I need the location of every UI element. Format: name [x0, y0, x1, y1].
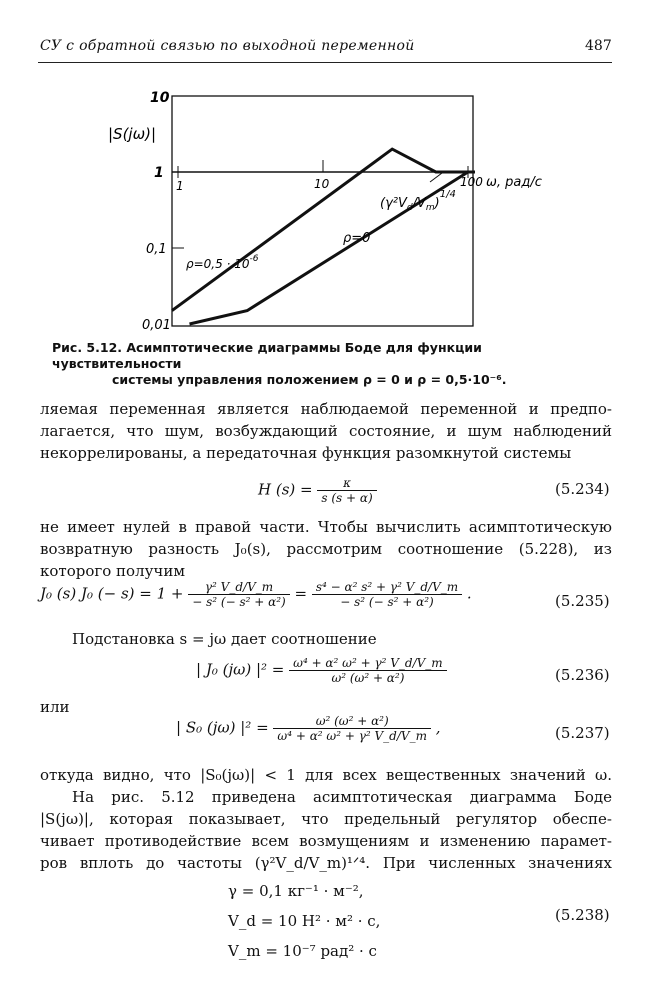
- eq238-line-2: V_d = 10 Н² · м² · с,: [228, 912, 381, 930]
- eq238-line-1: γ = 0,1 кг⁻¹ · м⁻²,: [228, 882, 364, 900]
- series-label-rho-0.5e-6-text: ρ=0,5 · 10: [186, 257, 250, 271]
- bode-diagram: [0, 0, 659, 340]
- page-number: 487: [585, 38, 612, 54]
- or-word: или: [40, 698, 70, 716]
- eq236-den: ω² (ω² + α²): [331, 671, 405, 685]
- equation-5-235: [40, 580, 472, 609]
- y-axis-label: |S(jω)|: [108, 125, 157, 143]
- series-label-rho-0.5e-6: [186, 254, 259, 271]
- equation-number-5-238: (5.238): [555, 906, 610, 924]
- eq235-den1: − s² (− s² + α²): [192, 595, 286, 609]
- caption-line-2: системы управления положением ρ = 0 и ρ = 0,5·10⁻⁶.: [112, 372, 507, 387]
- eq236-fraction: [289, 656, 447, 685]
- eq235-fraction-1: [188, 580, 289, 609]
- x-tick-label-100: 100: [460, 175, 483, 189]
- eq234-num: κ: [317, 476, 376, 491]
- y-tick-label-10: 10: [150, 90, 170, 106]
- paragraph-2-line-2: возвратную разность J₀(s), рассмотрим соотношение (5.228), из: [40, 540, 612, 558]
- series-label-rho-0: ρ=0: [343, 231, 371, 246]
- corner-annotation-leader: [430, 173, 442, 182]
- paragraph-3: Подстановка s = jω дает соотношение: [72, 630, 377, 648]
- x-tick-label-10: 10: [314, 177, 330, 191]
- eq235-num1: γ² V_d/V_m: [188, 580, 289, 595]
- paragraph-2: [40, 516, 612, 582]
- equation-5-236: [196, 656, 447, 685]
- corner-sub: d: [406, 203, 413, 213]
- x-tick-label-1: 1: [176, 179, 184, 193]
- y-tick-label-1: 1: [154, 165, 164, 181]
- paragraph-2-line-3: которого получим: [40, 562, 185, 580]
- x-axis-label: ω, рад/с: [486, 175, 542, 190]
- equation-number-5-236: (5.236): [555, 666, 610, 684]
- equation-5-237: [176, 714, 441, 743]
- running-title: СУ с обратной связью по выходной переменной: [40, 38, 415, 54]
- corner-text: (γ²V: [380, 196, 407, 211]
- corner-frequency-annotation: [380, 189, 456, 213]
- equation-number-5-235: (5.235): [555, 592, 610, 610]
- paragraph-4-line-4: чивает противодействие всем возмущениям и изменению парамет-: [40, 832, 612, 850]
- paragraph-1-line-3: некоррелированы, а передаточная функция разомкнутой системы: [40, 444, 572, 462]
- eq237-den: ω⁴ + α² ω² + γ² V_d/V_m: [277, 729, 427, 743]
- corner-sub2: m: [425, 203, 435, 213]
- series-line-rho-0.5e-6: [172, 149, 475, 311]
- corner-close: ): [434, 196, 440, 211]
- eq235-den2: − s² (− s² + α²): [340, 595, 434, 609]
- eq234-fraction: [317, 476, 376, 505]
- eq237-num: ω² (ω² + α²): [273, 714, 431, 729]
- eq236-lhs: | J₀ (jω) |² =: [196, 660, 285, 679]
- corner-mid: /V: [412, 196, 426, 211]
- equation-number-5-234: (5.234): [555, 480, 610, 498]
- eq234-den: s (s + α): [321, 491, 373, 505]
- equation-number-5-237: (5.237): [555, 724, 610, 742]
- eq234-lhs: H (s) =: [258, 480, 313, 499]
- series-label-rho-0.5e-6-exp: -6: [249, 254, 259, 264]
- eq235-equals: =: [294, 584, 308, 603]
- paragraph-2-line-1: не имеет нулей в правой части. Чтобы вычислить асимптотическую: [40, 518, 612, 536]
- paragraph-1-line-2: лагается, что шум, возбуждающий состояние, и шум наблюдений: [40, 422, 612, 440]
- eq235-lhs: J₀ (s) J₀ (− s) = 1 +: [40, 584, 184, 603]
- eq235-tail: .: [466, 584, 472, 603]
- paragraph-1-line-1: ляемая переменная является наблюдаемой переменной и предпо-: [40, 400, 612, 418]
- equation-5-238: [228, 876, 380, 966]
- y-tick-label-0.1: 0,1: [146, 242, 167, 257]
- paragraph-4-line-3: |S(jω)|, которая показывает, что предельный регулятор обеспе-: [40, 810, 612, 828]
- paragraph-4-line-1: откуда видно, что |S₀(jω)| < 1 для всех вещественных значений ω.: [40, 766, 612, 784]
- paragraph-1: [40, 398, 612, 464]
- eq237-lhs: | S₀ (jω) |² =: [176, 718, 269, 737]
- equation-5-234: [258, 476, 377, 505]
- eq238-line-3: V_m = 10⁻⁷ рад² · с: [228, 942, 377, 960]
- figure-caption: [52, 340, 612, 388]
- corner-exp: 1/4: [439, 189, 456, 200]
- eq235-num2: s⁴ − α² s² + γ² V_d/V_m: [312, 580, 462, 595]
- eq236-num: ω⁴ + α² ω² + γ² V_d/V_m: [289, 656, 447, 671]
- caption-line-1: Рис. 5.12. Асимптотические диаграммы Боде для функции чувствительности: [52, 340, 482, 371]
- y-tick-label-0.01: 0,01: [142, 318, 171, 333]
- eq237-fraction: [273, 714, 431, 743]
- eq235-fraction-2: [312, 580, 462, 609]
- eq237-tail: ,: [435, 718, 441, 737]
- paragraph-4-line-2: На рис. 5.12 приведена асимптотическая диаграмма Боде: [72, 788, 612, 806]
- paragraph-4-line-5: ров вплоть до частоты (γ²V_d/V_m)¹ᐟ⁴. При численных значениях: [40, 854, 612, 872]
- paragraph-4: [40, 764, 612, 874]
